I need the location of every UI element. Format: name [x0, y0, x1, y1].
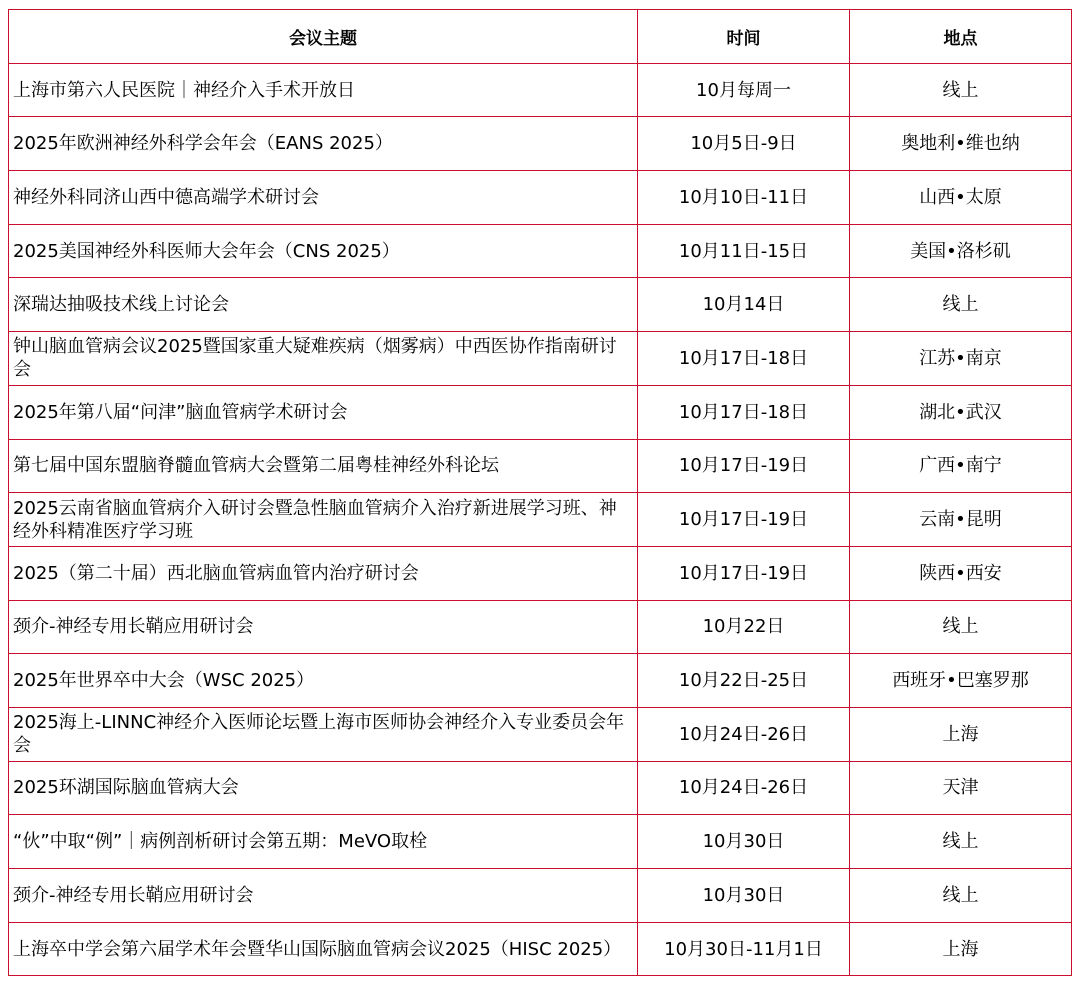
cell-time: 10月14日: [638, 278, 850, 332]
cell-place: 线上: [850, 63, 1072, 117]
cell-topic: 2025美国神经外科医师大会年会（CNS 2025）: [9, 224, 638, 278]
cell-place: 奥地利•维也纳: [850, 117, 1072, 171]
table-row: [9, 761, 1072, 815]
cell-time: 10月17日-19日: [638, 546, 850, 600]
cell-place: 线上: [850, 278, 1072, 332]
cell-place: 江苏•南京: [850, 332, 1072, 386]
table-row: [9, 869, 1072, 923]
header-row: [9, 10, 1072, 64]
cell-time: 10月每周一: [638, 63, 850, 117]
cell-topic: “伙”中取“例”｜病例剖析研讨会第五期：MeVO取栓: [9, 815, 638, 869]
cell-time: 10月17日-19日: [638, 493, 850, 547]
cell-topic: 神经外科同济山西中德高端学术研讨会: [9, 171, 638, 225]
cell-place: 线上: [850, 869, 1072, 923]
cell-topic: 2025环湖国际脑血管病大会: [9, 761, 638, 815]
table-row: [9, 385, 1072, 439]
cell-time: 10月17日-18日: [638, 385, 850, 439]
cell-topic: 2025云南省脑血管病介入研讨会暨急性脑血管病介入治疗新进展学习班、神经外科精准医疗学习班: [9, 493, 638, 547]
cell-topic: 上海卒中学会第六届学术年会暨华山国际脑血管病会议2025（HISC 2025）: [9, 922, 638, 976]
table-row: [9, 224, 1072, 278]
cell-place: 广西•南宁: [850, 439, 1072, 493]
header-place: 地点: [850, 10, 1072, 64]
table-row: [9, 493, 1072, 547]
cell-topic: 深瑞达抽吸技术线上讨论会: [9, 278, 638, 332]
cell-topic: 颈介-神经专用长鞘应用研讨会: [9, 869, 638, 923]
table-row: [9, 117, 1072, 171]
cell-time: 10月10日-11日: [638, 171, 850, 225]
cell-topic: 2025年世界卒中大会（WSC 2025）: [9, 654, 638, 708]
table-row: [9, 171, 1072, 225]
cell-time: 10月24日-26日: [638, 707, 850, 761]
cell-place: 美国•洛杉矶: [850, 224, 1072, 278]
table-row: [9, 439, 1072, 493]
cell-topic: 2025年第八届“问津”脑血管病学术研讨会: [9, 385, 638, 439]
cell-place: 云南•昆明: [850, 493, 1072, 547]
cell-topic: 颈介-神经专用长鞘应用研讨会: [9, 600, 638, 654]
cell-place: 湖北•武汉: [850, 385, 1072, 439]
cell-place: 西班牙•巴塞罗那: [850, 654, 1072, 708]
cell-place: 天津: [850, 761, 1072, 815]
table-row: [9, 332, 1072, 386]
cell-place: 陕西•西安: [850, 546, 1072, 600]
cell-place: 上海: [850, 922, 1072, 976]
table-row: [9, 815, 1072, 869]
cell-topic: 第七届中国东盟脑脊髓血管病大会暨第二届粤桂神经外科论坛: [9, 439, 638, 493]
header-time: 时间: [638, 10, 850, 64]
cell-place: 线上: [850, 815, 1072, 869]
cell-topic: 2025（第二十届）西北脑血管病血管内治疗研讨会: [9, 546, 638, 600]
table-row: [9, 546, 1072, 600]
table-row: [9, 707, 1072, 761]
table-row: [9, 278, 1072, 332]
cell-place: 山西•太原: [850, 171, 1072, 225]
table-row: [9, 63, 1072, 117]
cell-time: 10月22日-25日: [638, 654, 850, 708]
cell-time: 10月17日-19日: [638, 439, 850, 493]
cell-topic: 2025年欧洲神经外科学会年会（EANS 2025）: [9, 117, 638, 171]
table-row: [9, 600, 1072, 654]
cell-place: 上海: [850, 707, 1072, 761]
cell-time: 10月30日: [638, 869, 850, 923]
cell-time: 10月11日-15日: [638, 224, 850, 278]
header-topic: 会议主题: [9, 10, 638, 64]
cell-topic: 上海市第六人民医院｜神经介入手术开放日: [9, 63, 638, 117]
conference-schedule-table: [8, 9, 1072, 976]
cell-time: 10月17日-18日: [638, 332, 850, 386]
cell-time: 10月24日-26日: [638, 761, 850, 815]
cell-topic: 2025海上-LINNC神经介入医师论坛暨上海市医师协会神经介入专业委员会年会: [9, 707, 638, 761]
cell-time: 10月22日: [638, 600, 850, 654]
cell-time: 10月30日: [638, 815, 850, 869]
cell-time: 10月30日-11月1日: [638, 922, 850, 976]
cell-place: 线上: [850, 600, 1072, 654]
table-row: [9, 922, 1072, 976]
cell-time: 10月5日-9日: [638, 117, 850, 171]
cell-topic: 钟山脑血管病会议2025暨国家重大疑难疾病（烟雾病）中西医协作指南研讨会: [9, 332, 638, 386]
table-row: [9, 654, 1072, 708]
